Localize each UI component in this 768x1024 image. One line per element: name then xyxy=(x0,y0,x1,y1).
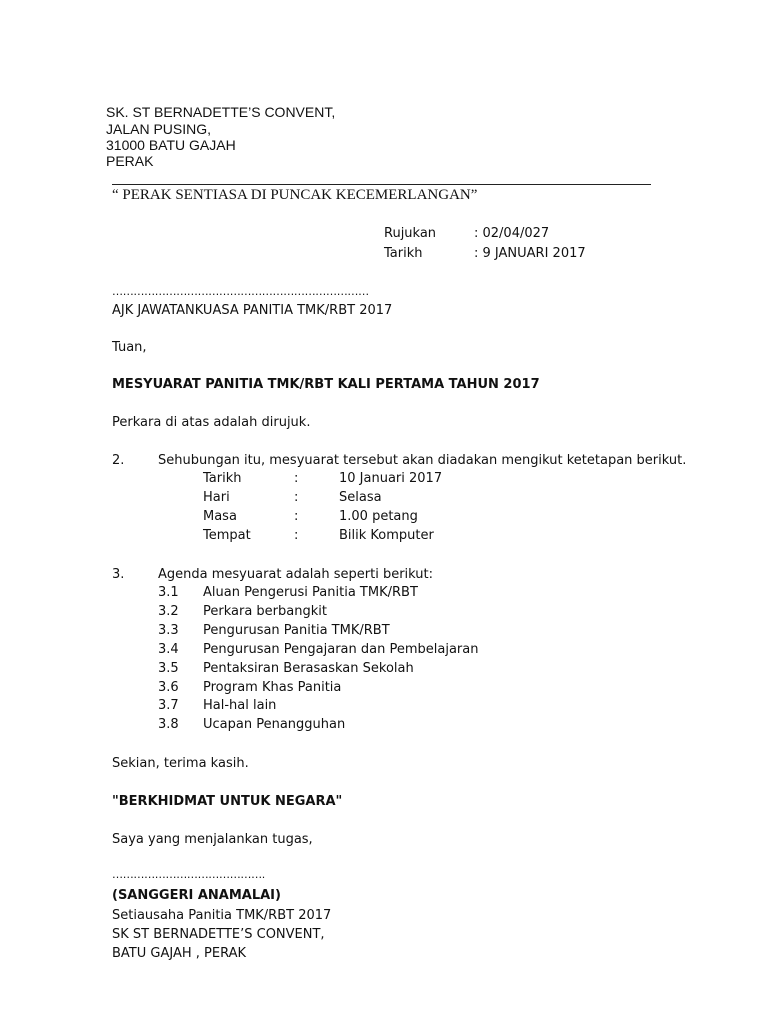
sign-intro: Saya yang menjalankan tugas, xyxy=(112,832,313,847)
address-line-postcode: 31000 BATU GAJAH xyxy=(106,137,236,153)
detail-label: Masa xyxy=(203,509,237,524)
slogan: "BERKHIDMAT UNTUK NEGARA" xyxy=(112,794,343,809)
agenda-item-number: 3.7 xyxy=(158,698,179,713)
agenda-item-number: 3.8 xyxy=(158,717,179,732)
agenda-item-text: Pengurusan Pengajaran dan Pembelajaran xyxy=(203,642,479,657)
subject-heading: MESYUARAT PANITIA TMK/RBT KALI PERTAMA TAHUN 2017 xyxy=(112,377,540,392)
recipient-dots: ……………………………………………………………… xyxy=(112,285,369,298)
agenda-item-text: Program Khas Panitia xyxy=(203,680,342,695)
address-line-school: SK. ST BERNADETTE’S CONVENT, xyxy=(106,104,336,120)
motto: “ PERAK SENTIASA DI PUNCAK KECEMERLANGAN” xyxy=(112,187,478,203)
detail-colon: : xyxy=(294,509,299,524)
tarikh-label: Tarikh xyxy=(384,246,423,261)
agenda-item-number: 3.6 xyxy=(158,680,179,695)
signatory-name: (SANGGERI ANAMALAI) xyxy=(112,888,281,903)
rujukan-label: Rujukan xyxy=(384,226,437,241)
paragraph-text: Sehubungan itu, mesyuarat tersebut akan diadakan mengikut ketetapan berikut. xyxy=(158,453,687,468)
detail-value: Bilik Komputer xyxy=(339,528,434,543)
agenda-item-text: Pentaksiran Berasaskan Sekolah xyxy=(203,661,414,676)
paragraph-text: Agenda mesyuarat adalah seperti berikut: xyxy=(158,567,433,582)
detail-value: Selasa xyxy=(339,490,382,505)
detail-value: 10 Januari 2017 xyxy=(339,471,443,486)
signatory-school: SK ST BERNADETTE’S CONVENT, xyxy=(112,927,325,942)
detail-colon: : xyxy=(294,528,299,543)
detail-label: Tempat xyxy=(203,528,251,543)
detail-label: Hari xyxy=(203,490,230,505)
salutation: Tuan, xyxy=(112,340,147,355)
address-line-state: PERAK xyxy=(106,153,154,169)
header-divider xyxy=(112,184,651,185)
agenda-item-text: Hal-hal lain xyxy=(203,698,277,713)
agenda-item-number: 3.2 xyxy=(158,604,179,619)
signatory-location: BATU GAJAH , PERAK xyxy=(112,946,247,961)
intro-paragraph: Perkara di atas adalah dirujuk. xyxy=(112,415,311,430)
agenda-item-text: Ucapan Penangguhan xyxy=(203,717,346,732)
detail-colon: : xyxy=(294,490,299,505)
signature-dots: ……………………………………. xyxy=(112,868,265,881)
rujukan-value: : 02/04/027 xyxy=(474,226,550,241)
agenda-item-number: 3.3 xyxy=(158,623,179,638)
tarikh-value: : 9 JANUARI 2017 xyxy=(474,246,586,261)
agenda-item-number: 3.1 xyxy=(158,585,179,600)
closing-line: Sekian, terima kasih. xyxy=(112,756,249,771)
detail-value: 1.00 petang xyxy=(339,509,418,524)
paragraph-number: 2. xyxy=(112,453,125,468)
detail-label: Tarikh xyxy=(203,471,242,486)
agenda-item-number: 3.5 xyxy=(158,661,179,676)
detail-colon: : xyxy=(294,471,299,486)
address-line-street: JALAN PUSING, xyxy=(106,121,212,137)
paragraph-number: 3. xyxy=(112,567,125,582)
agenda-item-text: Perkara berbangkit xyxy=(203,604,327,619)
signatory-title: Setiausaha Panitia TMK/RBT 2017 xyxy=(112,908,332,923)
agenda-item-text: Pengurusan Panitia TMK/RBT xyxy=(203,623,390,638)
recipient-name: AJK JAWATANKUASA PANITIA TMK/RBT 2017 xyxy=(112,303,393,318)
agenda-item-number: 3.4 xyxy=(158,642,179,657)
agenda-item-text: Aluan Pengerusi Panitia TMK/RBT xyxy=(203,585,418,600)
